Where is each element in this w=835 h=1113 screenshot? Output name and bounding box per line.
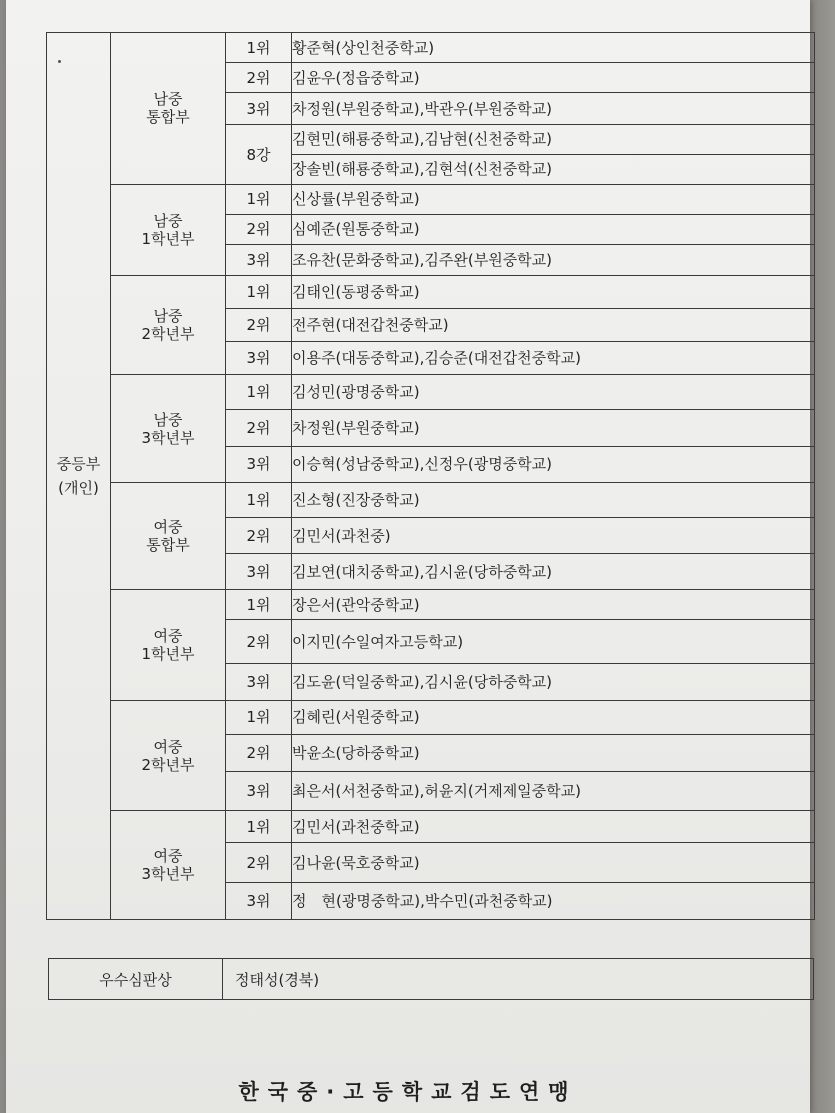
award-value: 정태성(경북) (223, 959, 814, 1000)
rank-cell: 3위 (226, 342, 292, 375)
winner-names: 조유찬(문화중학교),김주완(부원중학교) (292, 244, 815, 275)
rank-cell: 8강 (226, 125, 292, 184)
group-category: 1학년부 (141, 645, 195, 664)
group-cell (111, 375, 226, 482)
results-table (46, 32, 815, 920)
rank-cell: 1위 (226, 184, 292, 214)
group-gender: 남중 (153, 211, 183, 230)
winner-names: 김성민(광명중학교) (292, 375, 815, 409)
group-gender: 남중 (153, 410, 183, 429)
result-row (47, 33, 815, 63)
winner-names: 김태인(동평중학교) (292, 276, 815, 309)
rank-cell: 1위 (226, 276, 292, 309)
group-cell (111, 590, 226, 700)
group-gender: 남중 (153, 90, 183, 109)
winner-names: 심예준(원통중학교) (292, 214, 815, 244)
division-type: (개인) (58, 479, 99, 497)
winner-names: 이용주(대동중학교),김승준(대전갑천중학교) (292, 342, 815, 375)
group-gender: 여중 (153, 847, 183, 866)
winner-names: 전주현(대전갑천중학교) (292, 309, 815, 342)
winner-names: 김나윤(묵호중학교) (292, 843, 815, 882)
result-row (47, 482, 815, 517)
group-cell (111, 276, 226, 375)
award-table (48, 958, 814, 1000)
result-row (47, 811, 815, 843)
result-row (47, 590, 815, 620)
group-gender: 여중 (153, 627, 183, 646)
group-category: 2학년부 (141, 755, 195, 774)
winner-names: 장은서(관악중학교) (292, 590, 815, 620)
group-cell (111, 700, 226, 810)
winner-names: 장솔빈(해룡중학교),김현석(신천중학교) (292, 154, 815, 184)
group-cell (111, 482, 226, 589)
group-category: 3학년부 (141, 428, 195, 447)
rank-cell: 2위 (226, 214, 292, 244)
rank-cell: 2위 (226, 63, 292, 93)
group-gender: 남중 (153, 307, 183, 326)
winner-names: 차정원(부원중학교) (292, 409, 815, 446)
rank-cell: 3위 (226, 446, 292, 482)
award-label: 우수심판상 (49, 959, 223, 1000)
winner-names: 이승혁(성남중학교),신정우(광명중학교) (292, 446, 815, 482)
group-gender: 여중 (153, 737, 183, 756)
rank-cell: 2위 (226, 843, 292, 882)
division-cell (47, 33, 111, 920)
rank-cell: 1위 (226, 33, 292, 63)
rank-cell: 1위 (226, 700, 292, 734)
results-body (47, 33, 815, 920)
rank-cell: 1위 (226, 590, 292, 620)
winner-names: 차정원(부원중학교),박관우(부원중학교) (292, 93, 815, 125)
result-row (47, 184, 815, 214)
winner-names: 진소형(진장중학교) (292, 482, 815, 517)
group-gender: 여중 (153, 518, 183, 537)
group-category: 2학년부 (141, 325, 195, 344)
winner-names: 정 현(광명중학교),박수민(과천중학교) (292, 882, 815, 919)
rank-cell: 2위 (226, 734, 292, 771)
group-cell (111, 811, 226, 920)
organization-name: 한국중·고등학교검도연맹 (238, 1080, 578, 1104)
winner-names: 김윤우(정읍중학교) (292, 63, 815, 93)
winner-names: 최은서(서천중학교),허윤지(거제제일중학교) (292, 772, 815, 811)
rank-cell: 3위 (226, 663, 292, 700)
rank-cell: 2위 (226, 309, 292, 342)
winner-names: 신상률(부원중학교) (292, 184, 815, 214)
winner-names: 김도윤(덕일중학교),김시윤(당하중학교) (292, 663, 815, 700)
rank-cell: 3위 (226, 882, 292, 919)
winner-names: 김민서(과천중) (292, 518, 815, 554)
group-category: 통합부 (146, 108, 190, 127)
rank-cell: 3위 (226, 244, 292, 275)
winner-names: 김민서(과천중학교) (292, 811, 815, 843)
rank-cell: 2위 (226, 409, 292, 446)
rank-cell: 3위 (226, 772, 292, 811)
rank-cell: 3위 (226, 554, 292, 590)
document-sheet (6, 0, 810, 1113)
group-category: 통합부 (146, 536, 190, 555)
winner-names: 김혜린(서원중학교) (292, 700, 815, 734)
group-cell (111, 184, 226, 275)
result-row (47, 700, 815, 734)
award-row (49, 959, 814, 1000)
rank-cell: 3위 (226, 93, 292, 125)
winner-names: 황준혁(상인천중학교) (292, 33, 815, 63)
division-name: 중등부 (56, 455, 101, 473)
group-category: 3학년부 (141, 865, 195, 884)
winner-names: 김현민(해룡중학교),김남현(신천중학교) (292, 125, 815, 154)
winner-names: 김보연(대치중학교),김시윤(당하중학교) (292, 554, 815, 590)
rank-cell: 2위 (226, 620, 292, 663)
group-category: 1학년부 (141, 229, 195, 248)
group-cell (111, 33, 226, 185)
rank-cell: 1위 (226, 482, 292, 517)
rank-cell: 1위 (226, 375, 292, 409)
rank-cell: 1위 (226, 811, 292, 843)
rank-cell: 2위 (226, 518, 292, 554)
winner-names: 이지민(수일여자고등학교) (292, 620, 815, 663)
winner-names: 박윤소(당하중학교) (292, 734, 815, 771)
result-row (47, 276, 815, 309)
result-row (47, 375, 815, 409)
